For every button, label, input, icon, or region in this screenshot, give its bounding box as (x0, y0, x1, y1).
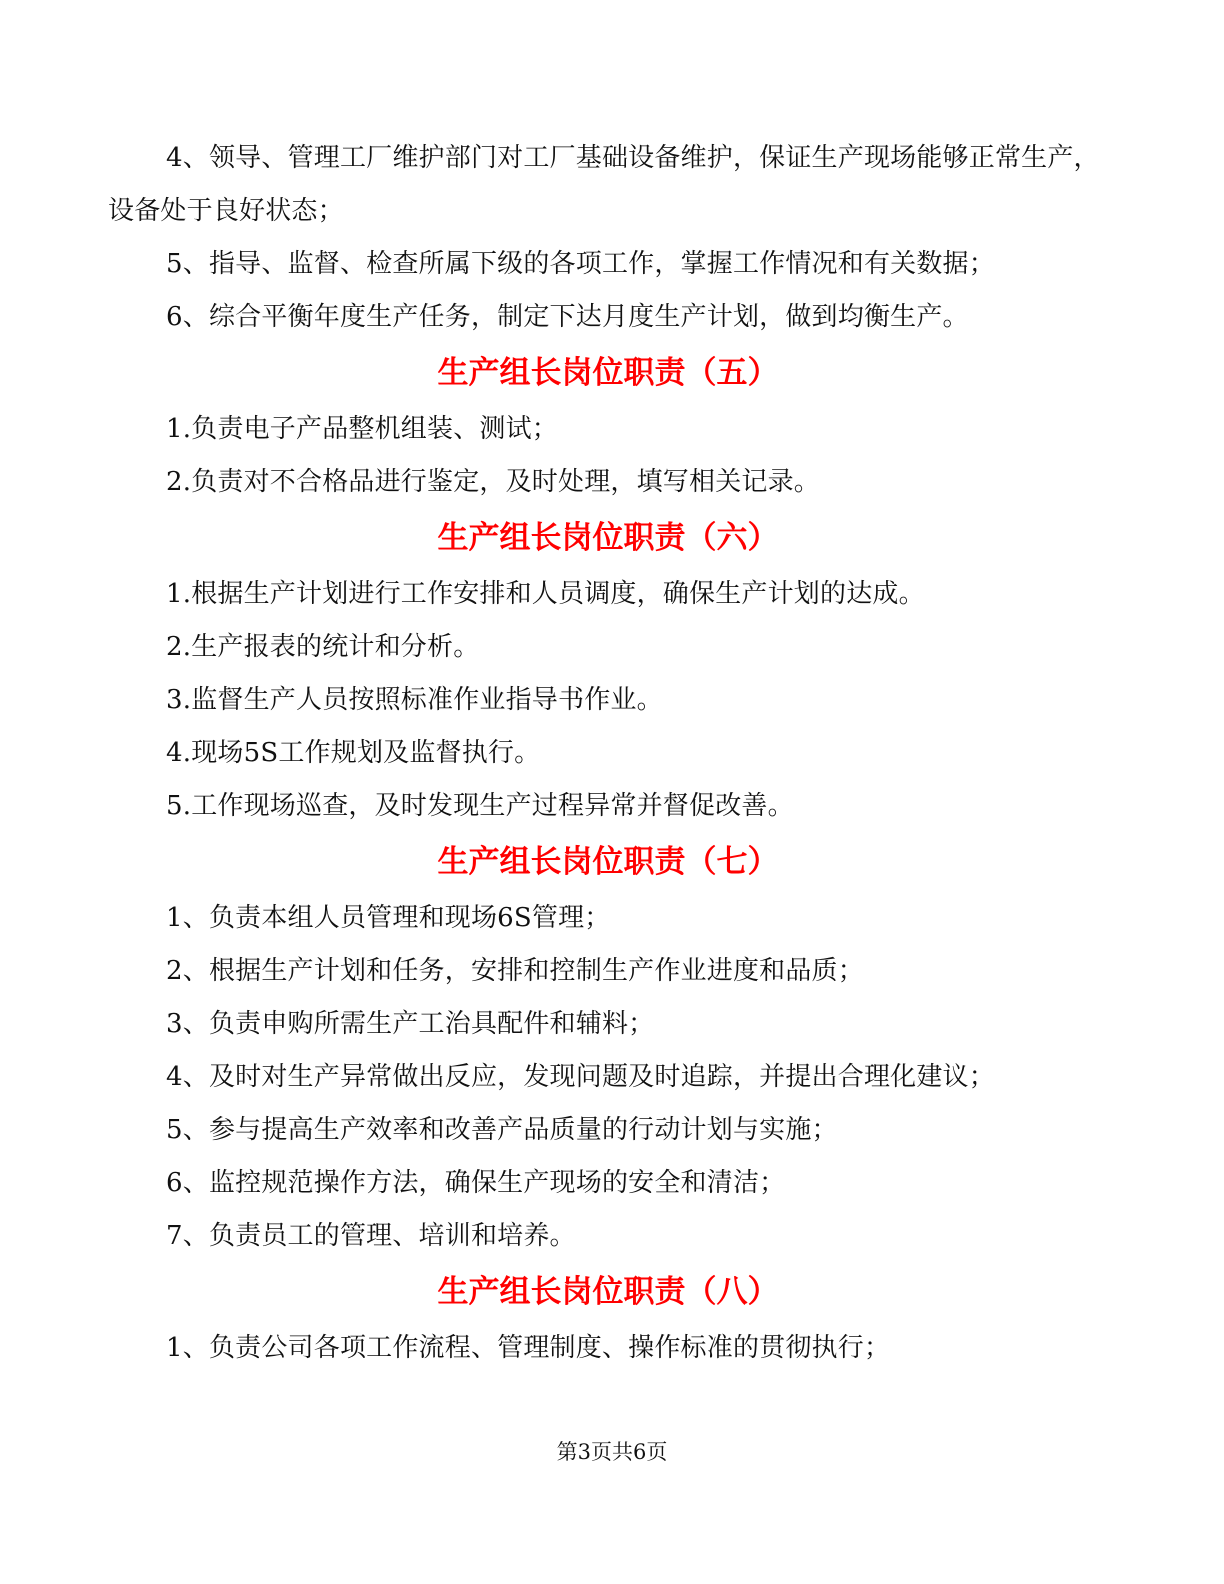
paragraph: 1、负责本组人员管理和现场6S管理； (166, 903, 611, 933)
paragraph: 4.现场5S工作规划及监督执行。 (166, 738, 541, 768)
paragraph: 5、指导、监督、检查所属下级的各项工作，掌握工作情况和有关数据； (166, 249, 995, 279)
section-heading: 生产组长岗位职责（七） (437, 844, 779, 880)
paragraph: 4、及时对生产异常做出反应，发现问题及时追踪，并提出合理化建议； (166, 1062, 995, 1092)
paragraph: 7、负责员工的管理、培训和培养。 (166, 1221, 576, 1251)
paragraph: 6、监控规范操作方法，确保生产现场的安全和清洁； (166, 1168, 786, 1198)
paragraph: 6、综合平衡年度生产任务，制定下达月度生产计划，做到均衡生产。 (166, 302, 969, 332)
paragraph: 3.监督生产人员按照标准作业指导书作业。 (166, 685, 663, 715)
paragraph: 5.工作现场巡查，及时发现生产过程异常并督促改善。 (166, 791, 794, 821)
paragraph: 2.生产报表的统计和分析。 (166, 632, 480, 662)
paragraph: 1、负责公司各项工作流程、管理制度、操作标准的贯彻执行； (166, 1333, 891, 1363)
section-heading: 生产组长岗位职责（八） (437, 1274, 779, 1310)
section-heading: 生产组长岗位职责（六） (437, 520, 779, 556)
paragraph: 2.负责对不合格品进行鉴定，及时处理，填写相关记录。 (166, 467, 821, 497)
paragraph: 5、参与提高生产效率和改善产品质量的行动计划与实施； (166, 1115, 838, 1145)
paragraph: 2、根据生产计划和任务，安排和控制生产作业进度和品质； (166, 956, 864, 986)
paragraph: 4、领导、管理工厂维护部门对工厂基础设备维护，保证生产现场能够正常生产，设备处于良好状态； (108, 143, 1100, 226)
page-number: 第3页共6页 (556, 1440, 668, 1464)
paragraph: 1.根据生产计划进行工作安排和人员调度，确保生产计划的达成。 (166, 579, 925, 609)
paragraph: 3、负责申购所需生产工治具配件和辅料； (166, 1009, 655, 1039)
paragraph: 1.负责电子产品整机组装、测试； (166, 414, 559, 444)
document-body (108, 132, 1108, 1375)
section-heading: 生产组长岗位职责（五） (437, 355, 779, 391)
